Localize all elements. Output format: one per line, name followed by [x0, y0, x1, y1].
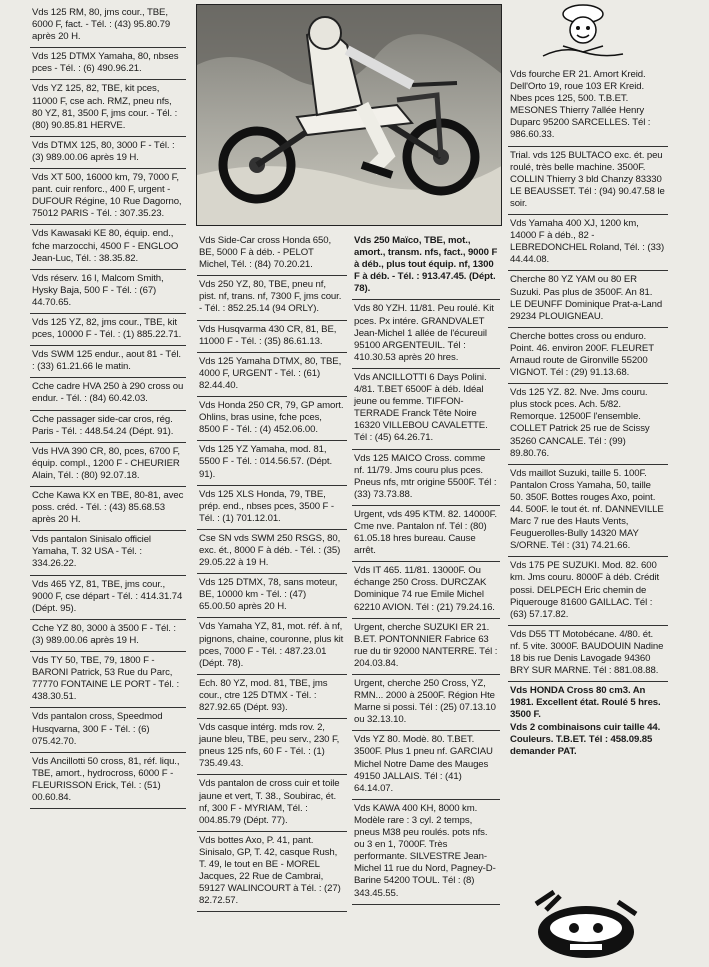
classified-ad: Vds DTMX 125, 80, 3000 F - Tél. : (3) 989.00.06 après 19 H.	[30, 137, 186, 169]
classified-ad: Vds 80 YZH. 11/81. Peu roulé. Kit pces. Px intére. GRANDVALET Jean-Michel 1 allée de l'écureuil 95100 ARGENTEUIL. Tél : 410.30.53 après 20 hres.	[352, 300, 500, 368]
classified-ad: Urgent, cherche SUZUKI ER 21. B.ET. PONTONNIER Fabrice 63 rue du tir 92000 NANTERRE. Tél : 204.03.84.	[352, 619, 500, 675]
classified-ad: Vds 250 YZ, 80, TBE, pneu nf, pist. nf, trans. nf, 7300 F, jms cour. - Tél. : 852.25.14 (94 ORLY).	[197, 276, 347, 320]
classified-ad: Vds SWM 125 endur., aout 81 - Tél. : (33) 61.21.66 le matin.	[30, 346, 186, 378]
classified-ad: Vds Husqvarma 430 CR, 81, BE, 11000 F - Tél. : (35) 86.61.13.	[197, 321, 347, 353]
classified-ad: Vds 125 YZ Yamaha, mod. 81, 5500 F - Tél. : 014.56.57. (Dépt. 91).	[197, 441, 347, 485]
classified-ad: Vds Kawasaki KE 80, équip. end., fche marzocchi, 4500 F - ENGLOO Jean-Luc, Tél. : 38.35.82.	[30, 225, 186, 269]
classified-ad: Vds 175 PE SUZUKI. Mod. 82. 600 km. Jms couru. 8000F à déb. Crédit possi. DELPECH Eric chemin de Piquerouge 81600 GAILLAC. Tél : (63) 57.17.82.	[508, 557, 668, 625]
classified-ad: Vds pantalon de cross cuir et toile jaune et vert, T. 38., Soubirac, ét. nf, 300 F - MYRIAM, Tél. : 004.85.79 (Dépt. 77).	[197, 775, 347, 831]
classified-ad: Cche cadre HVA 250 à 290 cross ou endur. - Tél. : (84) 60.42.03.	[30, 378, 186, 410]
classified-ad: Vds 125 DTMX, 78, sans moteur, BE, 10000 km - Tél. : (47) 65.00.50 après 20 H.	[197, 574, 347, 618]
classified-ad: Trial. vds 125 BULTACO exc. ét. peu roulé, très belle machine. 3500F. COLLIN Thierry 3 bld Chanzy 83330 LE BEAUSSET. Tél : (94) 90.47.58 le soir.	[508, 147, 668, 215]
ads-column-2	[197, 232, 347, 912]
classified-ad: Vds 125 MAICO Cross. comme nf. 11/79. Jms couru plus pces. Pneus nfs, mtr origine 5500F. Tél : (33) 73.73.88.	[352, 450, 500, 506]
classified-ad: Vds ANCILLOTTI 6 Days Polini. 4/81. T.BET 6500F à déb. Idéal jeune ou femme. TIFFON-TERRADE Franck Tête Noire 16320 VILLEBOU CAVALETTE. Tél : (45) 64.26.71.	[352, 369, 500, 450]
classified-ad: Vds pantalon cross, Speedmod Husqvarna, 300 F - Tél. : (6) 075.42.70.	[30, 708, 186, 752]
classified-ad: Vds 125 YZ. 82. Nve. Jms couru. plus stock pces. Ach. 5/82. Remorque. 12500F l'ensemble. COLLET Patrick 25 rue de Scissy 35260 CANCALE. Tél : (99) 89.80.76.	[508, 384, 668, 465]
cartoon-illustration-bottom	[516, 884, 656, 962]
classified-ad: Ech. 80 YZ, mod. 81, TBE, jms cour., ctre 125 DTMX - Tél. : 827.92.65 (Dépt. 93).	[197, 675, 347, 719]
classified-ad: Vds D55 TT Motobécane. 4/80. ét. nf. 5 vite. 3000F. BAUDOUIN Nadine 18 bis rue Denis Lavogade 94360 BRY SUR MARNE. Tél : 881.08.88.	[508, 626, 668, 682]
classified-ad: Vds YZ 80. Modè. 80. T.BET. 3500F. Plus 1 pneu nf. GARCIAU Michel Notre Dame des Mauges 49150 JALLAIS. Tél : (41) 64.14.07.	[352, 731, 500, 799]
classified-ad: Vds 125 XLS Honda, 79, TBE, prép. end., nbses pces, 3500 F - Tél. : (1) 701.12.01.	[197, 486, 347, 530]
classified-ad: Vds Side-Car cross Honda 650, BE, 5000 F à déb. - PELOT Michel, Tél. : (84) 70.20.21.	[197, 232, 347, 276]
classified-ad: Cherche bottes cross ou enduro. Point. 46. environ 200F. FLEURET Arnaud route de Gironville 55200 VIGNOT. Tél : (29) 91.13.68.	[508, 328, 668, 384]
classified-ad: Vds casque intérg. mds rov. 2, jaune bleu, TBE, peu serv., 230 F, pneus 125 nfs, 60 F - Tél. : (1) 735.49.43.	[197, 719, 347, 775]
classified-ad: Vds IT 465. 11/81. 13000F. Ou échange 250 Cross. DURCZAK Dominique 74 rue Emile Michel 62210 AVION. Tél : (21) 79.24.16.	[352, 562, 500, 618]
classified-ad: Vds Ancillotti 50 cross, 81, réf. liqu., TBE, amort., hydrocross, 6000 F - FLEURISSON Erick, Tél. : (51) 00.60.84.	[30, 753, 186, 809]
classified-ad: Vds XT 500, 16000 km, 79, 7000 F, pant. cuir renforc., 400 F, urgent - DUFOUR Régine, 10 Rue Dagorno, 75012 PARIS - Tél. : 307.35.23.	[30, 169, 186, 225]
classified-ad: Urgent, cherche 250 Cross, YZ, RMN... 2000 à 2500F. Région Hte Marne si possi. Tél : (25) 07.13.10 ou 32.13.10.	[352, 675, 500, 731]
classified-ad: Vds 125 YZ, 82, jms cour., TBE, kit pces, 10000 F - Tél. : (1) 885.22.71.	[30, 314, 186, 346]
ads-column-4	[508, 66, 668, 762]
classified-ad: Vds 125 RM, 80, jms cour., TBE, 6000 F, fact. - Tél. : (43) 95.80.79 après 20 H.	[30, 4, 186, 48]
classified-ad: Vds HVA 390 CR, 80, pces, 6700 F, équip. compl., 1200 F - CHEURIER Alain, Tél. : (80) 92.07.18.	[30, 443, 186, 487]
ads-column-3	[352, 232, 500, 905]
ads-column-1	[30, 4, 186, 809]
cartoon-rider-icon	[516, 884, 656, 962]
classified-ad-featured: Vds 250 Maïco, TBE, mot., amort., transm. nfs, fact., 9000 F à déb., plus tout équip. nf, 1300 F à déb. - Tél. : 913.47.45. (Dépt. 78).	[352, 232, 500, 300]
classified-ad: Cherche 80 YZ YAM ou 80 ER Suzuki. Pas plus de 3500F. An 81. LE DEUNFF Dominique Prat-a-Land 29234 PLOUIGNEAU.	[508, 271, 668, 327]
classified-ad: Cche YZ 80, 3000 à 3500 F - Tél. : (3) 989.00.06 après 19 H.	[30, 620, 186, 652]
classified-ad: Vds pantalon Sinisalo officiel Yamaha, T. 32 USA - Tél. : 334.26.22.	[30, 531, 186, 575]
classified-ad: Vds YZ 125, 82, TBE, kit pces, 11000 F, cse ach. RMZ, pneu nfs, 80 YZ, 81, 3500 F, jms cour. - Tél. : (80) 90.85.81 HERVE.	[30, 80, 186, 136]
classified-ad: Vds 465 YZ, 81, TBE, jms cour., 9000 F, cse départ - Tél. : 414.31.74 (Dépt. 95).	[30, 576, 186, 620]
classified-ad: Vds 125 Yamaha DTMX, 80, TBE, 4000 F, URGENT - Tél. : (61) 82.44.40.	[197, 353, 347, 397]
classified-ad: Cche passager side-car cros, rég. Paris - Tél. : 448.54.24 (Dépt. 91).	[30, 411, 186, 443]
classified-ad: Vds KAWA 400 KH, 8000 km. Modèle rare : 3 cyl. 2 temps, pneus M38 peu roulés. pots nfs. ou 3 en 1, 7000F. Très performante. SILVESTRE Jean-Michel 11 rue du Nord, Pagney-D-Barine 54200 TOUL. Tél : (8) 343.45.55.	[352, 800, 500, 905]
classified-ad-featured: Vds HONDA Cross 80 cm3. An 1981. Excellent état. Roulé 5 hres. 3500 F. Vds 2 combinaisons cuir taille 44. Couleurs. T.B.ET. Tél : 458.09.85 demander PAT.	[510, 685, 661, 757]
classified-ad: Vds fourche ER 21. Amort Kreid. Dell'Orto 19, roue 103 ER Kreid. Nbes pces 125, 500. T.B.ET. MESONES Thierry 7allée Henry Duparc 95200 SARCELLES. Tél : 986.60.33.	[508, 66, 668, 147]
classified-ad: Urgent, vds 495 KTM. 82. 14000F. Cme nve. Pantalon nf. Tél : (80) 61.05.18 hres bureau. Cause arrêt.	[352, 506, 500, 562]
classified-ad: Vds maillot Suzuki, taille 5. 100F. Pantalon Cross Yamaha, 50, taille 50. 350F. Bottes rouges Axo, point. 44. 500F. le tout ét. nf. DANNEVILLE Marc 7 rue des Hauts Vents, Feuguerolles-Bully 14320 MAY S/ORNE. Tél : (31) 74.21.66.	[508, 465, 668, 558]
motocross-rider-image	[197, 5, 502, 226]
classified-ad: Cse SN vds SWM 250 RSGS, 80, exc. ét., 8000 F à déb. - Tél. : (35) 29.05.22 à 19 H.	[197, 530, 347, 574]
motocross-photo	[196, 4, 502, 226]
classified-ad: Cche Kawa KX en TBE, 80-81, avec poss. créd. - Tél. : (43) 85.68.53 après 20 H.	[30, 487, 186, 531]
classified-ad: Vds Yamaha 400 XJ, 1200 km, 14000 F à déb., 82 - LEBREDONCHEL Roland, Tél. : (33) 44.44.08.	[508, 215, 668, 271]
cartoon-character-icon	[538, 2, 628, 62]
classified-ad: Vds bottes Axo, P. 41, pant. Sinisalo, GP, T. 42, casque Rush, T. 49, le tout en BE - MOREL Jacques, 22 Rue de Cambrai, 59127 WALINCOURT à Tél. : (27) 82.72.57.	[197, 832, 347, 913]
classified-ad: Vds Honda 250 CR, 79, GP amort. Ohlins, bras usine, fche pces, 8500 F - Tél. : (4) 452.06.00.	[197, 397, 347, 441]
classified-ad: Vds réserv. 16 l, Malcom Smith, Hysky Baja, 500 F - Tél. : (67) 44.70.65.	[30, 270, 186, 314]
classified-ad: Vds Yamaha YZ, 81, mot. réf. à nf, pignons, chaine, couronne, plus kit pces, 7000 F - Tél. : 487.23.01 (Dépt. 78).	[197, 618, 347, 674]
classified-ad: Vds TY 50, TBE, 79, 1800 F - BARONI Patrick, 53 Rue du Parc, 77770 FONTAINE LE PORT - Tél. : 438.30.51.	[30, 652, 186, 708]
classified-ad: Vds 125 DTMX Yamaha, 80, nbses pces - Tél. : (6) 490.96.21.	[30, 48, 186, 80]
cartoon-illustration-top	[538, 2, 628, 62]
